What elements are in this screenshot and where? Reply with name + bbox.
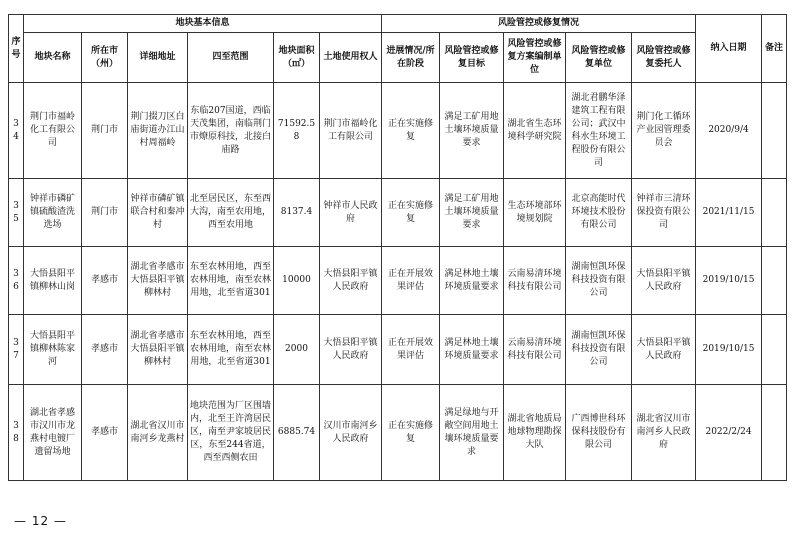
cell-plan-unit: 生态环境部环境规划院 (504, 179, 566, 247)
cell-plan-unit: 云南易清环境科技有限公司 (504, 247, 566, 315)
header-boundary: 四至范围 (188, 33, 274, 83)
cell-progress: 正在实施修复 (382, 385, 440, 481)
cell-goal: 满足林地土壤环境质量要求 (440, 247, 504, 315)
cell-seq: 35 (9, 179, 24, 247)
cell-city: 孝感市 (82, 385, 128, 481)
header-client: 风险管控或修复委托人 (632, 33, 696, 83)
cell-goal: 满足林地土壤环境质量要求 (440, 315, 504, 385)
cell-progress: 正在实施修复 (382, 179, 440, 247)
cell-date: 2019/10/15 (696, 247, 762, 315)
cell-remark (762, 315, 787, 385)
cell-remark (762, 385, 787, 481)
cell-client: 钟祥市三清环保投资有限公司 (632, 179, 696, 247)
cell-area: 10000 (274, 247, 320, 315)
group-header-risk: 风险管控或修复情况 (382, 15, 696, 33)
cell-boundary: 东临207国道，西临天茂集团，南临荆门市燎原科技，北接白庙路 (188, 83, 274, 179)
cell-client: 大悟县阳平镇人民政府 (632, 247, 696, 315)
header-date: 纳入日期 (696, 15, 762, 83)
cell-goal: 满足工矿用地土壤环境质量要求 (440, 83, 504, 179)
cell-name: 荆门市福岭化工有限公司 (24, 83, 82, 179)
cell-remark (762, 179, 787, 247)
cell-client: 大悟县阳平镇人民政府 (632, 315, 696, 385)
cell-goal: 满足工矿用地土壤环境质量要求 (440, 179, 504, 247)
cell-owner: 汉川市南河乡人民政府 (320, 385, 382, 481)
cell-owner: 荆门市福岭化工有限公司 (320, 83, 382, 179)
cell-boundary: 东至农林用地，西至农林用地，南至农林用地，北至省道301 (188, 315, 274, 385)
cell-address: 湖北省孝感市大悟县阳平镇柳林村 (128, 247, 188, 315)
cell-address: 湖北省孝感市大悟县阳平镇柳林村 (128, 315, 188, 385)
header-address: 详细地址 (128, 33, 188, 83)
cell-date: 2021/11/15 (696, 179, 762, 247)
cell-plan-unit: 湖北省生态环境科学研究院 (504, 83, 566, 179)
cell-plan-unit: 云南易清环境科技有限公司 (504, 315, 566, 385)
cell-plan-unit: 湖北省地质局地球物理勘探大队 (504, 385, 566, 481)
cell-client: 荆门化工循环产业园管理委员会 (632, 83, 696, 179)
cell-name: 钟祥市磷矿镇硫酸渣洗选场 (24, 179, 82, 247)
group-header-basic: 地块基本信息 (24, 15, 382, 33)
cell-owner: 大悟县阳平镇人民政府 (320, 247, 382, 315)
cell-area: 8137.4 (274, 179, 320, 247)
table-row (9, 179, 787, 247)
table-row (9, 247, 787, 315)
table-row (9, 83, 787, 179)
cell-remark (762, 247, 787, 315)
group-header-row (9, 15, 787, 33)
cell-boundary: 北至居民区，东至西大沟，南至农用地，西至农用地 (188, 179, 274, 247)
header-seq: 序号 (9, 15, 24, 83)
table-row (9, 385, 787, 481)
cell-date: 2020/9/4 (696, 83, 762, 179)
cell-remark (762, 83, 787, 179)
cell-area: 71592.58 (274, 83, 320, 179)
cell-boundary: 地块范围为厂区围墙内，北至王许湾居民区，南至尹家坡居民区，东至244省道，西至西侧农田 (188, 385, 274, 481)
cell-exec-unit: 湖南恒凯环保科技投资有限公司 (566, 315, 632, 385)
cell-exec-unit: 北京高能时代环境技术股份有限公司 (566, 179, 632, 247)
cell-goal: 满足绿地与开敞空间用地土壤环境质量要求 (440, 385, 504, 481)
header-owner: 土地使用权人 (320, 33, 382, 83)
cell-area: 6885.74 (274, 385, 320, 481)
page-number: — 12 — (14, 514, 67, 528)
header-area: 地块面积（㎡） (274, 33, 320, 83)
contaminated-sites-table (8, 14, 787, 481)
cell-city: 孝感市 (82, 315, 128, 385)
cell-seq: 34 (9, 83, 24, 179)
table-row (9, 315, 787, 385)
header-remark: 备注 (762, 15, 787, 83)
column-header-row (9, 33, 787, 83)
header-plan-unit: 风险管控或修复方案编制单位 (504, 33, 566, 83)
cell-exec-unit: 湖南恒凯环保科技投资有限公司 (566, 247, 632, 315)
header-goal: 风险管控或修复目标 (440, 33, 504, 83)
cell-date: 2022/2/24 (696, 385, 762, 481)
cell-client: 湖北省汉川市南河乡人民政府 (632, 385, 696, 481)
cell-owner: 钟祥市人民政府 (320, 179, 382, 247)
cell-name: 大悟县阳平镇柳林山岗 (24, 247, 82, 315)
cell-area: 2000 (274, 315, 320, 385)
cell-boundary: 东至农林用地，西至农林用地，南至农林用地，北至省道301 (188, 247, 274, 315)
cell-name: 湖北省孝感市汉川市龙燕村电镀厂遗留场地 (24, 385, 82, 481)
cell-city: 荆门市 (82, 179, 128, 247)
cell-exec-unit: 湖北君鹏华泽建筑工程有限公司；武汉中科水生环境工程股份有限公司 (566, 83, 632, 179)
cell-seq: 38 (9, 385, 24, 481)
cell-exec-unit: 广西博世科环保科技股份有限公司 (566, 385, 632, 481)
cell-address: 湖北省汉川市南河乡龙燕村 (128, 385, 188, 481)
cell-city: 孝感市 (82, 247, 128, 315)
header-progress: 进展情况/所在阶段 (382, 33, 440, 83)
header-city: 所在市（州） (82, 33, 128, 83)
cell-address: 钟祥市磷矿镇联合村和秦冲村 (128, 179, 188, 247)
header-name: 地块名称 (24, 33, 82, 83)
cell-owner: 大悟县阳平镇人民政府 (320, 315, 382, 385)
header-exec-unit: 风险管控或修复单位 (566, 33, 632, 83)
cell-progress: 正在实施修复 (382, 83, 440, 179)
cell-seq: 37 (9, 315, 24, 385)
cell-progress: 正在开展效果评估 (382, 247, 440, 315)
cell-date: 2019/10/15 (696, 315, 762, 385)
cell-name: 大悟县阳平镇柳林陈家河 (24, 315, 82, 385)
cell-address: 荆门掇刀区白庙街道办江山村周福岭 (128, 83, 188, 179)
cell-city: 荆门市 (82, 83, 128, 179)
cell-progress: 正在开展效果评估 (382, 315, 440, 385)
cell-seq: 36 (9, 247, 24, 315)
